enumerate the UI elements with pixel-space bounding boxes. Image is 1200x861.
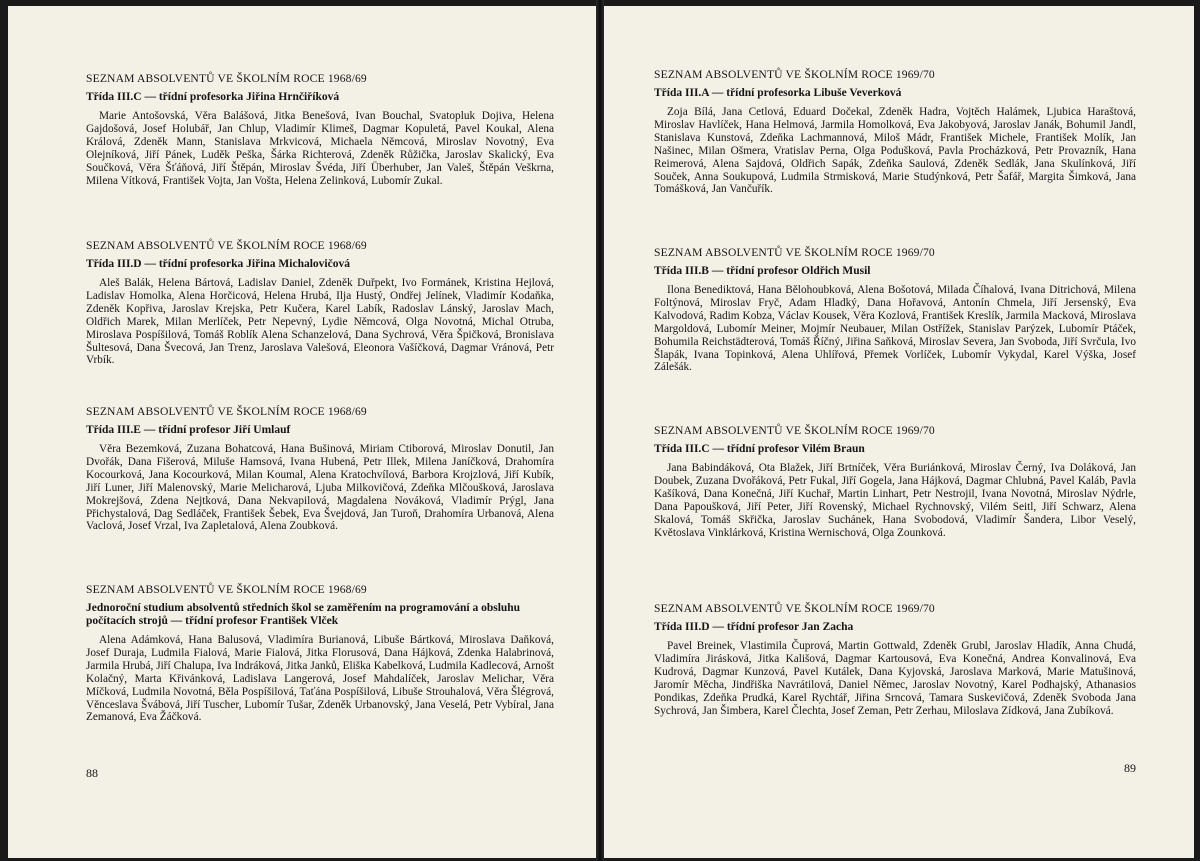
left-section-3 — [86, 405, 554, 533]
left-page — [8, 6, 596, 858]
graduate-names: Zoja Bílá, Jana Cetlová, Eduard Dočekal, Zdeněk Hadra, Vojtěch Halámek, Ljubica Haraštová, Miroslav Havlíček, Hana Helmová, Jarmila Homolková, Eva Jakobyová, Jaroslav Janák, Bohumil Jandl, Stanislava Kunstová, Zdeňka Lachmannová, Miloš Mádr, František Michele, František Molík, Jan Našinec, Milan Ošmera, Vratislav Perna, Olga Podušková, Pavla Procházková, Petr Provazník, Hana Reimerová, Alena Sajdová, Oldřich Sapák, Zdeňka Saulová, Zdeněk Sedlák, Jana Skulínková, Jiří Souček, Anna Soukupová, Ludmila Strmisková, Marie Studýnková, Petr Šafář, Margita Šimková, Jana Tomášková, Jan Vančuřík. — [654, 106, 1136, 196]
section-heading: SEZNAM ABSOLVENTŮ VE ŠKOLNÍM ROCE 1968/69 — [86, 583, 367, 596]
section-heading: SEZNAM ABSOLVENTŮ VE ŠKOLNÍM ROCE 1969/70 — [654, 424, 935, 437]
right-section-3 — [654, 424, 1136, 539]
left-section-4 — [86, 583, 554, 724]
class-subheading: Třída III.D — třídní profesor Jan Zacha — [654, 621, 854, 633]
graduate-names: Aleš Balák, Helena Bártová, Ladislav Daniel, Zdeněk Duřpekt, Ivo Formánek, Kristina Hejlová, Ladislav Homolka, Alena Horčicová, Helena Hrubá, Ilja Hustý, Ondřej Jelínek, Vladimír Kodaňka, Zdeněk Kopřiva, Jaroslav Krejska, Petr Kučera, Karel Labík, Radoslav Lánský, Jaroslav Mach, Oldřich Marek, Milan Merlíček, Petr Nepevný, Lydie Němcová, Olga Novotná, Michal Otruba, Miroslava Pospíšilová, Tomáš Roblík Alena Schanzelová, Dana Sychrová, Věra Špičková, Bronislava Šultesová, Dana Švecová, Jan Trenz, Jaroslava Valešová, Eleonora Vašíčková, Dagmar Vránová, Petr Vrbík. — [86, 277, 554, 367]
right-section-4 — [654, 602, 1136, 717]
left-section-1 — [86, 72, 554, 187]
left-section-2 — [86, 239, 554, 367]
graduate-names: Ilona Benediktová, Hana Bělohoubková, Alena Bošotová, Milada Číhalová, Ivana Ditrichová, Milena Foltýnová, Miroslav Fryč, Adam Hladký, Dana Hořavová, Antonín Chmela, Jiří Jersenský, Eva Kalvodová, Radim Kobza, Václav Kousek, Věra Kozlová, František Kreslík, Jarmila Macková, Miroslava Margoldová, Lubomír Meiner, Mojmír Neubauer, Milan Ostřížek, Stanislav Parýzek, Lubomír Ptáček, Bohumila Reichstädterová, Tomáš Říčný, Jiřina Saňková, Miroslav Severa, Jan Svoboda, Jiří Svrčula, Ivo Šlapák, Ivana Topinková, Alena Uhlířová, Přemek Vorlíček, Lubomír Vykydal, Karel Výška, Josef Zálešák. — [654, 284, 1136, 374]
graduate-names: Jana Babindáková, Ota Blažek, Jiří Brtníček, Věra Buriánková, Miroslav Černý, Iva Doláková, Jan Doubek, Zuzana Dvořáková, Petr Fukal, Jiří Gogela, Jana Hájková, Dagmar Chlubná, Pavel Kaláb, Pavla Kašíková, Dana Konečná, Jiří Kuchař, Martin Linhart, Petr Nestrojil, Ivana Novotná, Miroslav Nýdrle, Dana Papoušková, Jiří Peter, Jiří Rovenský, Michael Rychnovský, Vilém Seitl, Jiří Schwarz, Alena Skalová, Tomáš Skřička, Jaroslav Suchánek, Hana Svobodová, Vladimír Šandera, Libor Veselý, Květoslava Vinklárková, Kristina Wernischová, Olga Zounková. — [654, 462, 1136, 539]
graduate-names: Pavel Breinek, Vlastimila Čuprová, Martin Gottwald, Zdeněk Grubl, Jaroslav Hladík, Anna Chudá, Vladimíra Jirásková, Jitka Kališová, Dagmar Kartousová, Eva Konečná, Andrea Konvalinová, Eva Kudrová, Dagmar Kunzová, Pavel Kutálek, Dana Kyjovská, Jaroslava Marková, Marie Matušinová, Jaromír Měcha, Jindřiška Navrátilová, Daniel Němec, Jaroslav Novotný, Karel Podhajský, Athanasios Pondikas, Zdeňka Prudká, Karel Rychtář, Jiřina Srncová, Tamara Suskevičová, Zdeněk Svoboda Jana Sychrová, Jan Šimbera, Karel Člechta, Josef Zeman, Petr Zerhau, Miloslava Zídková, Jana Zubíková. — [654, 640, 1136, 717]
right-page — [604, 6, 1194, 858]
page-number: 89 — [1124, 761, 1136, 775]
book-gutter — [596, 0, 604, 861]
class-subheading: Třída III.D — třídní profesorka Jiřina Michalovičová — [86, 258, 350, 270]
graduate-names: Věra Bezemková, Zuzana Bohatcová, Hana Bušinová, Miriam Ctiborová, Miroslav Donutil, Jan Dvořák, Dana Fišerová, Miluše Hamsová, Ivana Hubená, Petr Illek, Milena Janíčková, Drahomíra Kocourková, Jana Kocourková, Milan Koumal, Alena Kratochvílová, Barbora Krojzlová, Jiří Kubík, Jiří Luner, Jiří Malenovský, Marie Melicharová, Ljuba Milkovičová, Zdeňka Mlčoušková, Jaroslava Mokrejšová, Zdena Nejtková, Dana Nekvapilová, Magdalena Nováková, Vladimír Prýgl, Jana Přichystalová, Dag Sedláček, František Šebek, Eva Švejdová, Jan Turoň, Drahomíra Urbanová, Alena Vaclová, Josef Vrzal, Iva Zapletalová, Alena Zoubková. — [86, 443, 554, 533]
class-subheading: Třída III.A — třídní profesorka Libuše Veverková — [654, 87, 902, 99]
class-subheading: Třída III.C — třídní profesor Vilém Braun — [654, 443, 865, 455]
section-heading: SEZNAM ABSOLVENTŮ VE ŠKOLNÍM ROCE 1969/70 — [654, 246, 935, 259]
section-heading: SEZNAM ABSOLVENTŮ VE ŠKOLNÍM ROCE 1968/69 — [86, 239, 367, 252]
class-subheading: Jednoroční studium absolventů středních škol se zaměřením na programování a obsluhu počítacích strojů — třídní profesor František Vlček — [86, 602, 521, 627]
class-subheading: Třída III.C — třídní profesorka Jiřina Hrnčiříková — [86, 91, 340, 103]
graduate-names: Marie Antošovská, Věra Balášová, Jitka Benešová, Ivan Bouchal, Svatopluk Dojiva, Helena Gajdošová, Josef Holubář, Jan Chlup, Vladimír Klimeš, Dagmar Kopuletá, Pavel Koukal, Alena Králová, Zdeněk Mann, Stanislava Mrkvicová, Michaela Němcová, Miroslav Novotný, Eva Olejníková, Jiří Pánek, Luděk Peška, Šárka Richterová, Zdeněk Růžička, Jaroslav Skalický, Eva Součková, Věra Šťáňová, Jiří Štěpán, Miroslav Švéda, Jiří Überhuber, Jan Valeš, Štěpán Veškrna, Milena Vítková, František Vojta, Jan Vošta, Helena Zelinková, Lubomír Zukal. — [86, 110, 554, 187]
class-subheading: Třída III.E — třídní profesor Jiří Umlauf — [86, 424, 291, 436]
right-section-2 — [654, 246, 1136, 374]
section-heading: SEZNAM ABSOLVENTŮ VE ŠKOLNÍM ROCE 1968/69 — [86, 72, 367, 85]
section-heading: SEZNAM ABSOLVENTŮ VE ŠKOLNÍM ROCE 1969/70 — [654, 68, 935, 81]
section-heading: SEZNAM ABSOLVENTŮ VE ŠKOLNÍM ROCE 1968/69 — [86, 405, 367, 418]
graduate-names: Alena Adámková, Hana Balusová, Vladimíra Burianová, Libuše Bártková, Miroslava Daňková, Josef Duraja, Ludmila Fialová, Marie Fialová, Jitka Florusová, Dana Hájková, Zdenka Halabrinová, Jarmila Hrubá, Jiří Chalupa, Iva Indráková, Jitka Janků, Eliška Kabelková, Ludmila Kadlecová, Arnošt Kolačný, Marta Křivánková, Ladislava Langerová, Josef Mahdalíček, Jaroslav Melichar, Věra Míčková, Ludmila Novotná, Běla Pospíšilová, Taťána Pospíšilová, Libuše Strouhalová, Věra Šlégrová, Věnceslava Švábová, Jiří Tuscher, Lubomír Tušar, Zdeněk Urbanovský, Jana Veselá, Petr Vybíral, Jana Zemanová, Eva Žáčková. — [86, 634, 554, 724]
class-subheading: Třída III.B — třídní profesor Oldřich Musil — [654, 265, 871, 277]
right-section-1 — [654, 68, 1136, 196]
section-heading: SEZNAM ABSOLVENTŮ VE ŠKOLNÍM ROCE 1969/70 — [654, 602, 935, 615]
page-number: 88 — [86, 766, 98, 780]
